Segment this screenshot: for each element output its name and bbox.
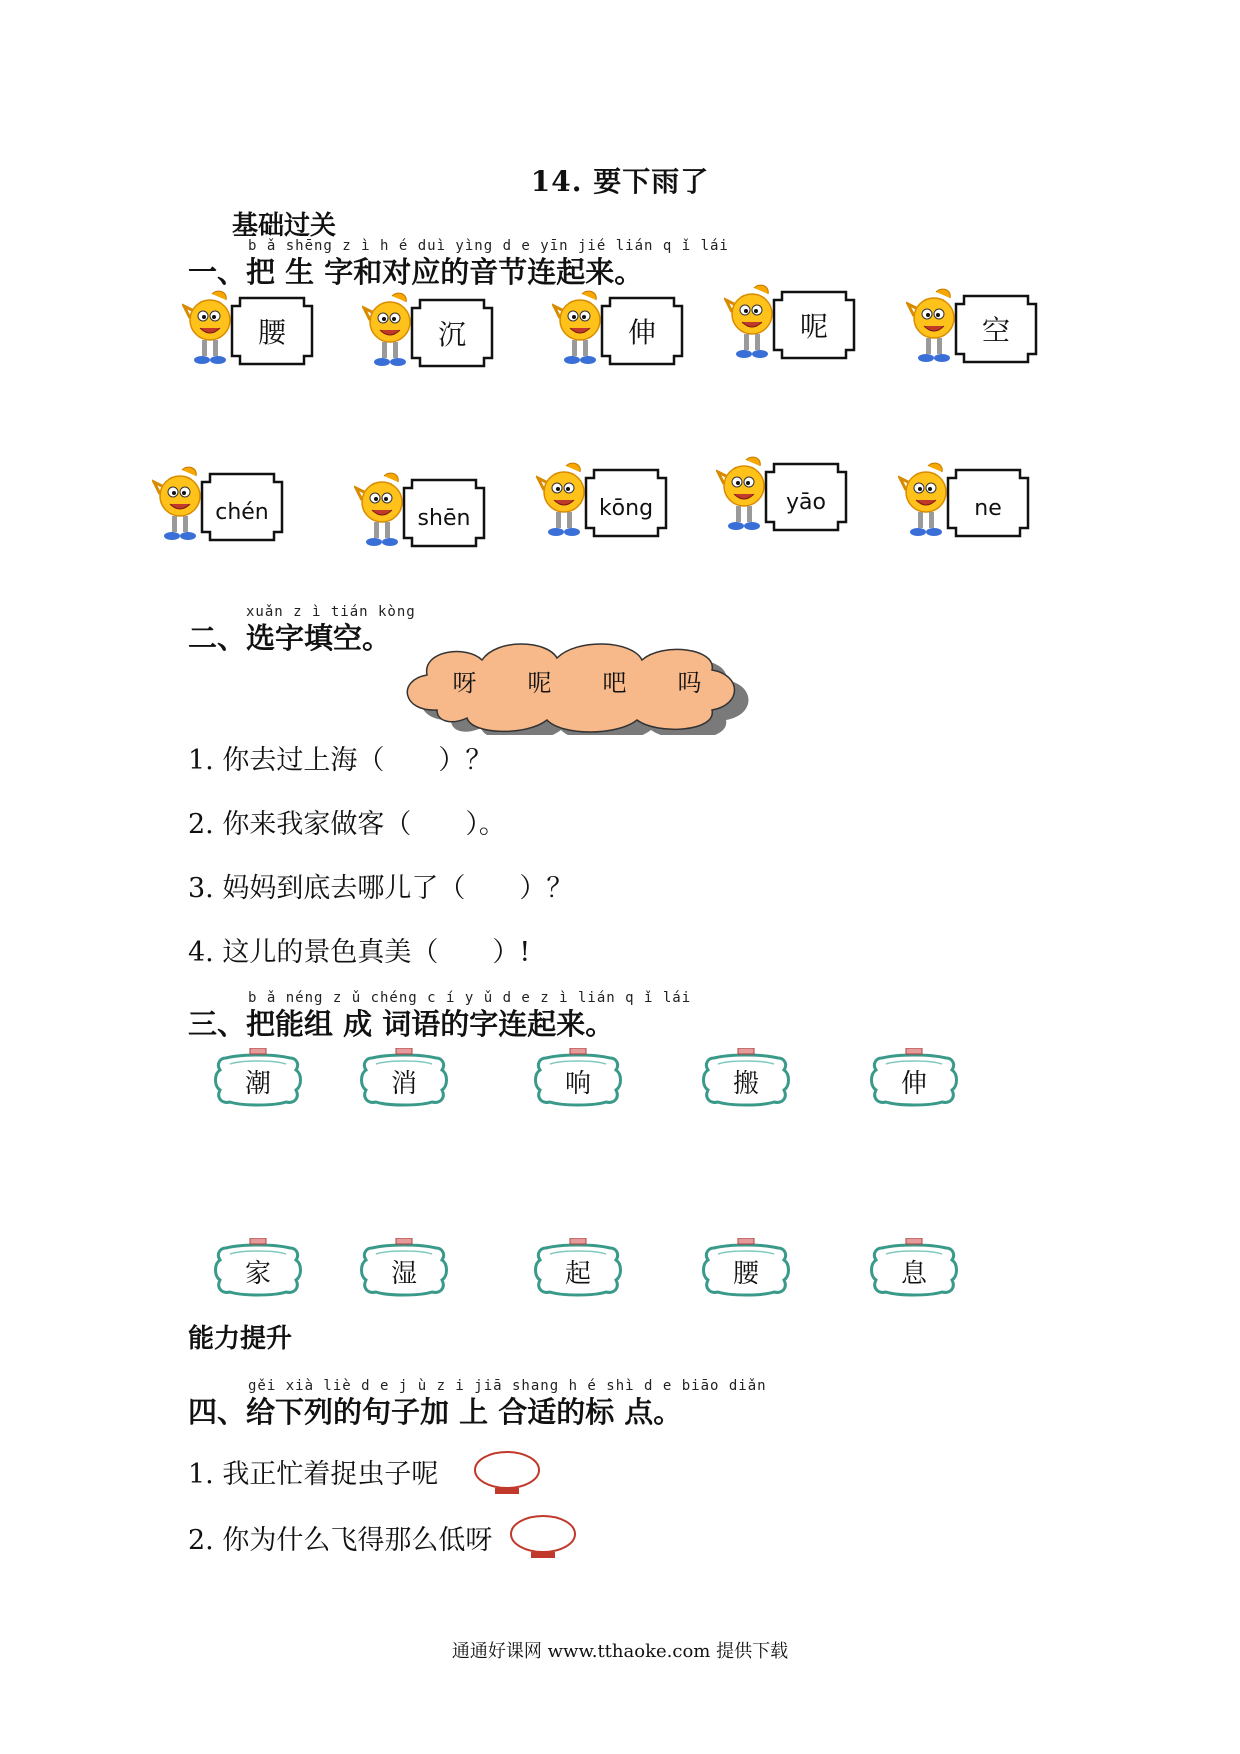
- character-text: 空: [981, 314, 1010, 347]
- character-frame[interactable]: [700, 1238, 792, 1300]
- character-card[interactable]: [906, 286, 1046, 366]
- character-frame[interactable]: [700, 1048, 792, 1110]
- syllable-card[interactable]: [898, 460, 1038, 540]
- q2-sentence-1: 1. 你去过上海（ ）？: [188, 745, 493, 776]
- syllable-card[interactable]: [536, 460, 676, 540]
- punctuation-answer-box[interactable]: [472, 1448, 542, 1502]
- syllable-card[interactable]: [152, 464, 292, 544]
- section-basic-label: 基础过关: [232, 211, 337, 241]
- footer: 通通好课网 www.tthaoke.com 提供下载: [451, 1641, 789, 1662]
- q2-sentence-3: 3. 妈妈到底去哪儿了（ ）？: [188, 873, 574, 904]
- syllable-text: kōng: [598, 495, 654, 521]
- syllable-card[interactable]: [354, 470, 494, 550]
- frame-character: 湿: [390, 1258, 417, 1289]
- option-word[interactable]: 吗: [677, 668, 702, 697]
- character-frame[interactable]: [212, 1048, 304, 1110]
- word-options-cloud: [397, 640, 797, 730]
- frame-character: 潮: [244, 1068, 271, 1099]
- frame-character: 搬: [732, 1068, 759, 1099]
- character-card[interactable]: [362, 290, 502, 370]
- character-frame[interactable]: [868, 1048, 960, 1110]
- q2-sentence-2: 2. 你来我家做客（ ）。: [188, 809, 506, 840]
- character-tile: [410, 298, 494, 368]
- option-word[interactable]: 呀: [452, 668, 477, 697]
- frame-character: 腰: [732, 1258, 759, 1289]
- section-advanced-label: 能力提升: [188, 1324, 293, 1354]
- syllable-tile: [200, 472, 284, 542]
- syllable-tile: [584, 468, 668, 538]
- option-word[interactable]: 吧: [602, 668, 627, 697]
- q2-sentence-4: 4. 这儿的景色真美（ ）!: [188, 937, 531, 968]
- frame-character: 起: [564, 1258, 591, 1289]
- syllable-text: ne: [974, 495, 1002, 521]
- character-frame[interactable]: [532, 1048, 624, 1110]
- character-tile: [600, 296, 684, 366]
- character-frame[interactable]: [358, 1238, 450, 1300]
- syllable-text: yāo: [786, 489, 826, 515]
- option-word[interactable]: 呢: [527, 668, 552, 697]
- character-text: 沉: [437, 318, 466, 351]
- q1-pinyin: b ǎ shēng z ì h é duì yìng d e yīn jié lián q ǐ lái: [248, 238, 729, 254]
- syllable-tile: [946, 468, 1030, 538]
- q4-pinyin: gěi xià liè d e j ù z i jiā shang h é shì d e biāo diǎn: [248, 1378, 767, 1394]
- character-card[interactable]: [182, 288, 322, 368]
- frame-character: 响: [564, 1068, 591, 1099]
- character-tile: [772, 290, 856, 360]
- frame-character: 伸: [900, 1068, 927, 1099]
- character-text: 呢: [799, 310, 828, 343]
- character-text: 伸: [627, 316, 656, 349]
- frame-character: 家: [244, 1258, 271, 1289]
- page-title: 14. 要下雨了: [530, 165, 710, 198]
- frame-character: 消: [390, 1068, 417, 1099]
- character-text: 腰: [257, 316, 286, 349]
- q1-heading: 一、把 生 字和对应的音节连起来。: [188, 255, 644, 289]
- q2-pinyin: xuǎn z ì tián kòng: [246, 604, 416, 620]
- syllable-tile: [402, 478, 486, 548]
- syllable-text: chén: [215, 499, 269, 525]
- character-frame[interactable]: [212, 1238, 304, 1300]
- character-frame[interactable]: [358, 1048, 450, 1110]
- punctuation-answer-box[interactable]: [508, 1512, 578, 1566]
- q4-sentence-2: 2. 你为什么飞得那么低呀: [188, 1525, 493, 1556]
- character-frame[interactable]: [868, 1238, 960, 1300]
- character-tile: [954, 294, 1038, 364]
- q3-heading: 三、把能组 成 词语的字连起来。: [188, 1007, 615, 1041]
- frame-character: 息: [900, 1258, 927, 1289]
- syllable-tile: [764, 462, 848, 532]
- syllable-text: shēn: [417, 505, 471, 531]
- character-tile: [230, 296, 314, 366]
- word-options: [397, 640, 727, 720]
- q3-pinyin: b ǎ néng z ǔ chéng c í y ǔ d e z ì lián q ǐ lái: [248, 990, 692, 1006]
- q4-sentence-1: 1. 我正忙着捉虫子呢: [188, 1459, 439, 1490]
- character-card[interactable]: [724, 282, 864, 362]
- syllable-card[interactable]: [716, 454, 856, 534]
- q4-heading: 四、给下列的句子加 上 合适的标 点。: [188, 1395, 683, 1429]
- character-frame[interactable]: [532, 1238, 624, 1300]
- character-card[interactable]: [552, 288, 692, 368]
- q2-heading: 二、选字填空。: [188, 621, 392, 655]
